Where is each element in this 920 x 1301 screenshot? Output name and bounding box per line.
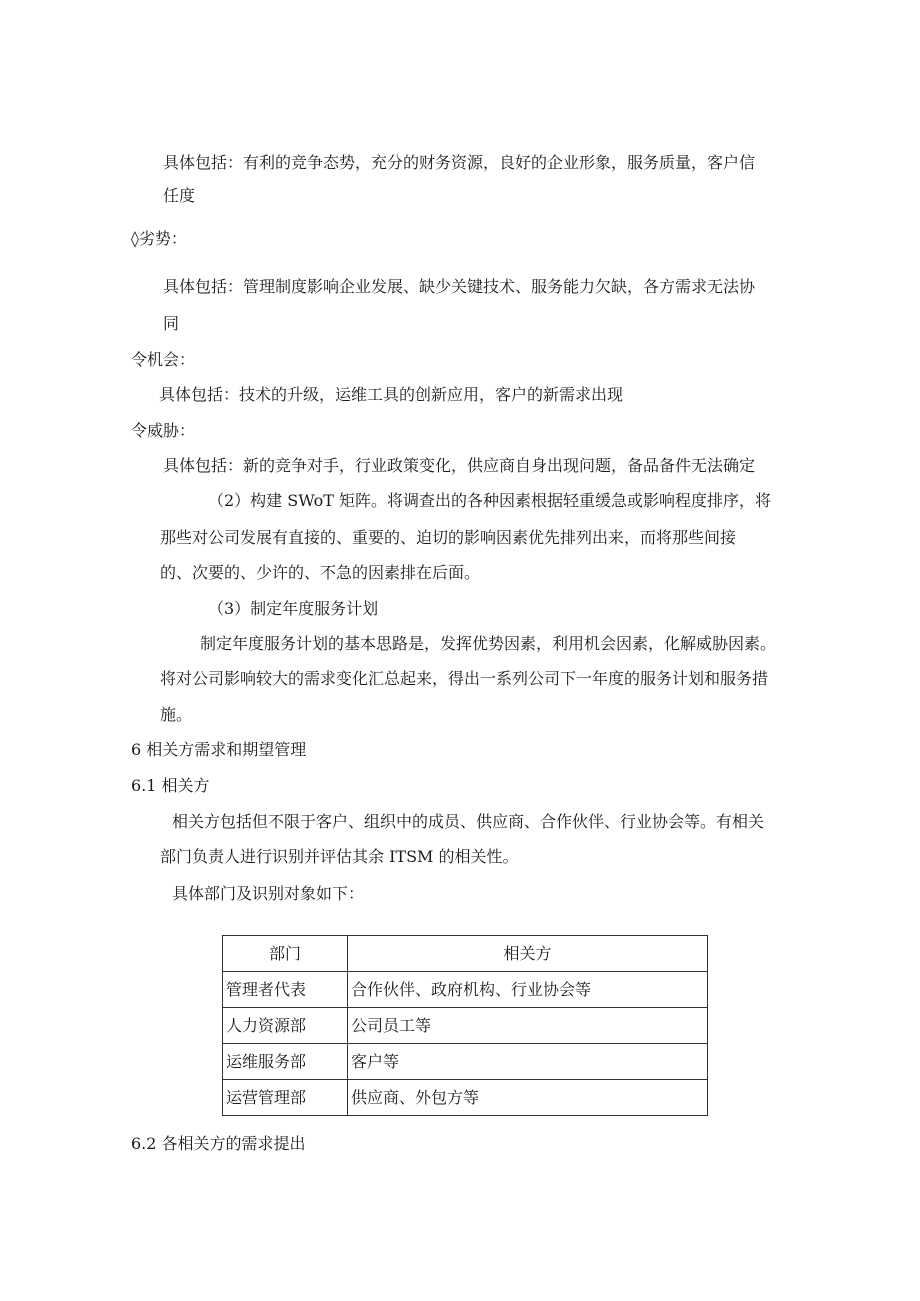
strength-detail-line-2: 任度 <box>163 186 196 205</box>
table-row <box>223 1008 708 1044</box>
stakeholder-table <box>222 935 708 1116</box>
table-cell-department: 运营管理部 <box>223 1080 348 1116</box>
weakness-detail-line-2: 同 <box>163 314 180 333</box>
table-cell-stakeholder: 公司员工等 <box>348 1008 708 1044</box>
section-6-1-title: 6.1 相关方 <box>131 776 210 795</box>
table-row <box>223 1080 708 1116</box>
table-cell-stakeholder: 合作伙伴、政府机构、行业协会等 <box>348 972 708 1008</box>
table-header-stakeholder: 相关方 <box>348 936 708 972</box>
section-6-1-para-3: 具体部门及识别对象如下： <box>172 884 365 903</box>
weakness-heading: ◊劣势： <box>131 229 187 248</box>
table-header-department: 部门 <box>223 936 348 972</box>
section-6-1-para-2: 部门负责人进行识别并评估其余 ITSM 的相关性。 <box>160 847 519 866</box>
table-cell-stakeholder: 供应商、外包方等 <box>348 1080 708 1116</box>
step3-heading: （3）制定年度服务计划 <box>208 599 379 618</box>
table-cell-department: 运维服务部 <box>223 1044 348 1080</box>
table-cell-department: 管理者代表 <box>223 972 348 1008</box>
table-cell-stakeholder: 客户等 <box>348 1044 708 1080</box>
strength-detail-line-1: 具体包括：有利的竞争态势，充分的财务资源，良好的企业形象，服务质量，客户信 <box>163 153 756 172</box>
table-header-row <box>223 936 708 972</box>
step2-line-1: （2）构建 SWoT 矩阵。将调查出的各种因素根据轻重缓急或影响程度排序，将 <box>208 491 771 510</box>
opportunity-detail: 具体包括：技术的升级，运维工具的创新应用，客户的新需求出现 <box>159 385 624 404</box>
table-row <box>223 1044 708 1080</box>
section-6-2-title: 6.2 各相关方的需求提出 <box>131 1134 306 1153</box>
threat-detail: 具体包括：新的竞争对手，行业政策变化，供应商自身出现问题，备品备件无法确定 <box>163 456 756 475</box>
step3-line-1: 制定年度服务计划的基本思路是，发挥优势因素，利用机会因素，化解威胁因素。 <box>200 634 777 653</box>
section-6-title: 6 相关方需求和期望管理 <box>131 740 307 759</box>
opportunity-heading: 令机会： <box>131 350 196 369</box>
table-cell-department: 人力资源部 <box>223 1008 348 1044</box>
step3-line-2: 将对公司影响较大的需求变化汇总起来，得出一系列公司下一年度的服务计划和服务措 <box>160 669 769 688</box>
table-row <box>223 972 708 1008</box>
step3-line-3: 施。 <box>160 705 193 724</box>
threat-heading: 令威胁： <box>131 421 196 440</box>
weakness-detail-line-1: 具体包括：管理制度影响企业发展、缺少关键技术、服务能力欠缺，各方需求无法协 <box>163 277 756 296</box>
step2-line-3: 的、次要的、少许的、不急的因素排在后面。 <box>160 563 481 582</box>
section-6-1-para-1: 相关方包括但不限于客户、组织中的成员、供应商、合作伙伴、行业协会等。有相关 <box>172 812 765 831</box>
step2-line-2: 那些对公司发展有直接的、重要的、迫切的影响因素优先排列出来，而将那些间接 <box>160 528 737 547</box>
